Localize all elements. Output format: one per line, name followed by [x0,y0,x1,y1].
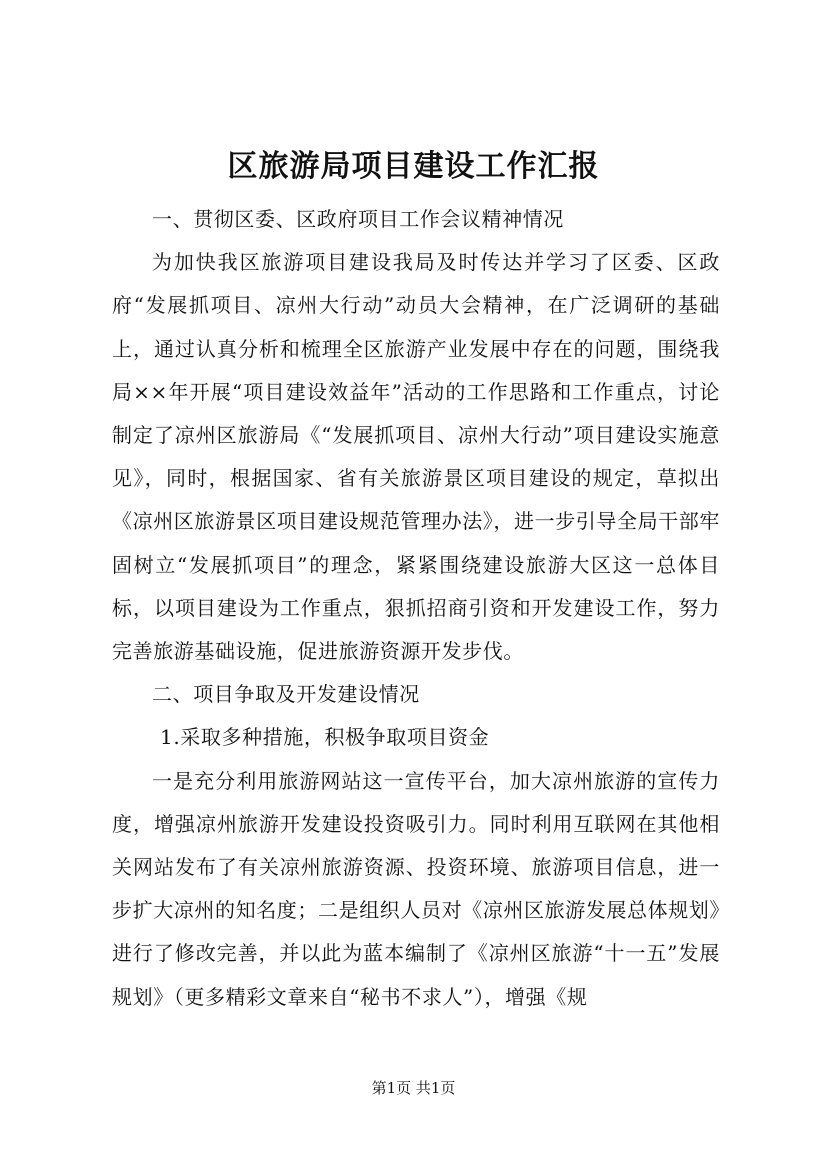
document-body [112,198,720,1019]
section-heading-2: 二、项目争取及开发建设情况 [152,682,420,707]
paragraph-1: 为加快我区旅游项目建设我局及时传达并学习了区委、区政府“发展抓项目、凉州大行动”动员大会精神，在广泛调研的基础上，通过认真分析和梳理全区旅游产业发展中存在的问题，围绕我局××年开展“项目建设效益年”活动的工作思路和工作重点，讨论制定了凉州区旅游局《“发展抓项目、凉州大行动”项目建设实施意见》，同时，根据国家、省有关旅游景区项目建设的规定，草拟出《凉州区旅游景区项目建设规范管理办法》，进一步引导全局干部牢固树立“发展抓项目”的理念，紧紧围绕建设旅游大区这一总体目标，以项目建设为工作重点，狠抓招商引资和开发建设工作，努力完善旅游基础设施，促进旅游资源开发步伐。 [112,250,720,664]
subsection-heading-1: 1.采取多种措施，积极争取项目资金 [160,725,490,750]
paragraph-2: 一是充分利用旅游网站这一宣传平台，加大凉州旅游的宣传力度，增强凉州旅游开发建设投资吸引力。同时利用互联网在其他相关网站发布了有关凉州旅游资源、投资环境、旅游项目信息，进一步扩大凉州的知名度；二是组织人员对《凉州区旅游发展总体规划》进行了修改完善，并以此为蓝本编制了《凉州区旅游“十一五”发展规划》（更多精彩文章来自“秘书不求人”），增强《规 [112,768,720,1009]
page-number-footer: 第1页 共1页 [371,1079,456,1097]
document-title: 区旅游局项目建设工作汇报 [227,149,600,184]
section-heading-1: 一、贯彻区委、区政府项目工作会议精神情况 [152,207,564,231]
